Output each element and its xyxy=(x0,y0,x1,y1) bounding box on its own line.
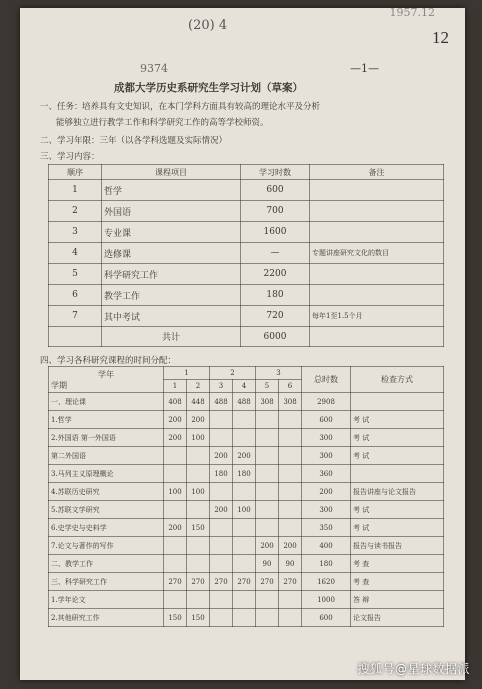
schedule-item: 第二外国语 xyxy=(49,447,164,465)
schedule-table xyxy=(48,366,444,627)
term-hours xyxy=(233,519,256,537)
study-years: 二、学习年限：三年（以各学科选题及实际情况） xyxy=(40,136,228,146)
course-item: 专业课 xyxy=(102,222,241,243)
term-2: 2 xyxy=(187,380,210,393)
course-hours: 700 xyxy=(241,201,310,222)
term-hours: 90 xyxy=(256,555,279,573)
course-hours: — xyxy=(241,243,310,264)
term-hours xyxy=(210,519,233,537)
table-row xyxy=(49,201,444,222)
year-3: 3 xyxy=(256,367,302,380)
col-header-hours: 学习时数 xyxy=(241,165,310,180)
course-note xyxy=(310,201,444,222)
term-hours xyxy=(210,555,233,573)
exam-method: 考 查 xyxy=(351,555,444,573)
term-hours: 200 xyxy=(164,429,187,447)
term-hours xyxy=(279,591,302,609)
goal-label: 一、任务： xyxy=(40,102,83,112)
schedule-row xyxy=(49,393,444,411)
term-4: 4 xyxy=(233,380,256,393)
course-note: 每年1至1.5个月 xyxy=(310,306,444,327)
row-number: 4 xyxy=(49,243,102,264)
term-hours: 200 xyxy=(187,411,210,429)
schedule-item: 2.外国语 第一外国语 xyxy=(49,429,164,447)
term-hours: 200 xyxy=(256,537,279,555)
schedule-total: 1620 xyxy=(302,573,351,591)
total-row xyxy=(49,327,444,347)
schedule-item: 2.其他研究工作 xyxy=(49,609,164,627)
course-note xyxy=(310,264,444,285)
term-hours xyxy=(279,609,302,627)
course-item: 教学工作 xyxy=(102,285,241,306)
schedule-total: 180 xyxy=(302,555,351,573)
term-hours xyxy=(233,591,256,609)
term-hours xyxy=(256,447,279,465)
term-hours xyxy=(256,465,279,483)
goal-line-2: 能够独立进行教学工作和科学研究工作的高等学校师资。 xyxy=(56,118,269,128)
schedule-total: 600 xyxy=(302,609,351,627)
term-hours xyxy=(256,483,279,501)
term-hours xyxy=(187,591,210,609)
term-hours xyxy=(210,429,233,447)
exam-method: 考 查 xyxy=(351,573,444,591)
term-hours xyxy=(210,483,233,501)
term-hours xyxy=(164,501,187,519)
term-hours xyxy=(256,519,279,537)
doc-title: 成都大学历史系研究生学习计划（草案） xyxy=(114,82,303,94)
exam-method: 论文报告 xyxy=(351,609,444,627)
schedule-total: 300 xyxy=(302,501,351,519)
term-hours: 308 xyxy=(279,393,302,411)
term-hours: 270 xyxy=(256,573,279,591)
term-hours xyxy=(279,519,302,537)
goal-line-1: 培养具有文史知识，在本门学科方面具有较高的理论水平及分析 xyxy=(82,102,321,112)
term-hours: 200 xyxy=(210,501,233,519)
schedule-row xyxy=(49,447,444,465)
term-hours xyxy=(187,465,210,483)
table-row xyxy=(49,285,444,306)
schedule-row xyxy=(49,501,444,519)
term-hours xyxy=(187,537,210,555)
blank-cell xyxy=(310,327,444,347)
term-hours: 270 xyxy=(187,573,210,591)
term-hours: 270 xyxy=(233,573,256,591)
term-hours xyxy=(233,483,256,501)
term-hours xyxy=(210,537,233,555)
exam-method: 考 试 xyxy=(351,447,444,465)
schedule-item: 3.马列主义原理概论 xyxy=(49,465,164,483)
course-item: 其中考试 xyxy=(102,306,241,327)
term-hours xyxy=(233,609,256,627)
course-hours: 2200 xyxy=(241,264,310,285)
exam-method: 报告与读书报告 xyxy=(351,537,444,555)
term-hours xyxy=(164,447,187,465)
row-number: 6 xyxy=(49,285,102,306)
term-hours: 200 xyxy=(164,411,187,429)
schedule-total: 400 xyxy=(302,537,351,555)
term-hours xyxy=(187,447,210,465)
schedule-row xyxy=(49,429,444,447)
row-number: 5 xyxy=(49,264,102,285)
table-row xyxy=(49,243,444,264)
watermark: 搜狐号@星球数据派 xyxy=(357,662,470,676)
term-5: 5 xyxy=(256,380,279,393)
term-hours xyxy=(233,429,256,447)
term-hours xyxy=(279,429,302,447)
term-hours xyxy=(187,501,210,519)
term-3: 3 xyxy=(210,380,233,393)
document-page xyxy=(20,8,465,680)
exam-method: 报告讲座与论文报告 xyxy=(351,483,444,501)
term-hours: 200 xyxy=(279,537,302,555)
archive-mark: (20) 4 xyxy=(188,18,228,33)
schedule-item: 6.史学史与史料学 xyxy=(49,519,164,537)
course-hours: 600 xyxy=(241,180,310,201)
course-note: 专题讲座研究文化的数目 xyxy=(310,243,444,264)
schedule-item: 三、科学研究工作 xyxy=(49,573,164,591)
term-hours xyxy=(233,555,256,573)
col-header-item: 课程项目 xyxy=(102,165,241,180)
exam-method: 考 试 xyxy=(351,519,444,537)
exam-method xyxy=(351,393,444,411)
term-hours: 488 xyxy=(210,393,233,411)
row-number: 1 xyxy=(49,180,102,201)
term-hours: 200 xyxy=(164,519,187,537)
schedule-item: 4.苏联历史研究 xyxy=(49,483,164,501)
term-hours: 180 xyxy=(233,465,256,483)
schedule-row xyxy=(49,555,444,573)
row-number: 7 xyxy=(49,306,102,327)
term-hours: 200 xyxy=(210,447,233,465)
term-hours xyxy=(210,609,233,627)
term-hours: 270 xyxy=(210,573,233,591)
schedule-item: 7.论文与著作的写作 xyxy=(49,537,164,555)
schedule-row xyxy=(49,591,444,609)
course-hours: 720 xyxy=(241,306,310,327)
year-1: 1 xyxy=(164,367,210,380)
course-item: 外国语 xyxy=(102,201,241,222)
exam-method: 考 试 xyxy=(351,429,444,447)
term-hours xyxy=(164,555,187,573)
schedule-row xyxy=(49,465,444,483)
term-hours xyxy=(256,429,279,447)
term-hours xyxy=(279,447,302,465)
term-hours: 100 xyxy=(187,483,210,501)
course-hours-table xyxy=(48,164,444,347)
schedule-row xyxy=(49,411,444,429)
term-6: 6 xyxy=(279,380,302,393)
schedule-total: 200 xyxy=(302,483,351,501)
term-hours: 180 xyxy=(210,465,233,483)
schedule-total: 360 xyxy=(302,465,351,483)
term-hours xyxy=(164,591,187,609)
term-hours xyxy=(233,537,256,555)
doc-code: 9374 xyxy=(140,62,168,75)
term-hours: 448 xyxy=(187,393,210,411)
exam-method xyxy=(351,465,444,483)
term-hours: 90 xyxy=(279,555,302,573)
schedule-total: 2908 xyxy=(302,393,351,411)
row-number: 2 xyxy=(49,201,102,222)
section-4-heading: 四、学习各科研究课程的时间分配： xyxy=(40,356,177,366)
term-hours xyxy=(279,501,302,519)
term-hours xyxy=(279,483,302,501)
term-hours: 100 xyxy=(164,483,187,501)
course-note xyxy=(310,285,444,306)
schedule-total: 600 xyxy=(302,411,351,429)
page-dash: —1— xyxy=(350,62,379,75)
schedule-item: 5.苏联文学研究 xyxy=(49,501,164,519)
term-1: 1 xyxy=(164,380,187,393)
term-hours: 150 xyxy=(164,609,187,627)
row-number: 3 xyxy=(49,222,102,243)
term-hours: 100 xyxy=(233,501,256,519)
schedule-total: 300 xyxy=(302,429,351,447)
study-content: 三、学习内容： xyxy=(40,152,100,162)
term-hours xyxy=(233,411,256,429)
term-hours xyxy=(164,465,187,483)
schedule-item: 一、理论课 xyxy=(49,393,164,411)
table-row xyxy=(49,264,444,285)
col-header-no: 顺序 xyxy=(49,165,102,180)
term-hours: 308 xyxy=(256,393,279,411)
col-header-note: 备注 xyxy=(310,165,444,180)
schedule-row xyxy=(49,483,444,501)
schedule-row xyxy=(49,537,444,555)
header-year: 学年 xyxy=(98,369,114,379)
header-total: 总时数 xyxy=(302,367,351,393)
term-hours: 150 xyxy=(187,519,210,537)
exam-method: 考 试 xyxy=(351,411,444,429)
table-row xyxy=(49,180,444,201)
table-row xyxy=(49,222,444,243)
term-hours: 200 xyxy=(233,447,256,465)
schedule-total: 300 xyxy=(302,447,351,465)
schedule-row xyxy=(49,573,444,591)
term-hours xyxy=(164,537,187,555)
schedule-item: 二、教学工作 xyxy=(49,555,164,573)
schedule-total: 1000 xyxy=(302,591,351,609)
table-row xyxy=(49,306,444,327)
course-note xyxy=(310,222,444,243)
header-exam: 检查方式 xyxy=(351,367,444,393)
exam-method: 答 辩 xyxy=(351,591,444,609)
course-item: 科学研究工作 xyxy=(102,264,241,285)
course-hours: 180 xyxy=(241,285,310,306)
term-hours xyxy=(279,465,302,483)
term-hours xyxy=(256,591,279,609)
schedule-row xyxy=(49,609,444,627)
term-hours xyxy=(210,411,233,429)
total-hours: 6000 xyxy=(241,327,310,347)
schedule-row xyxy=(49,519,444,537)
course-hours: 1600 xyxy=(241,222,310,243)
corner-mark: 1957.12 xyxy=(389,8,435,19)
page-number: 12 xyxy=(432,28,449,47)
course-item: 哲学 xyxy=(102,180,241,201)
total-label: 共计 xyxy=(102,327,241,347)
term-hours xyxy=(279,411,302,429)
schedule-total: 350 xyxy=(302,519,351,537)
term-hours: 270 xyxy=(279,573,302,591)
course-note xyxy=(310,180,444,201)
term-hours xyxy=(256,609,279,627)
schedule-item: 1.学年论文 xyxy=(49,591,164,609)
term-hours: 488 xyxy=(233,393,256,411)
term-hours xyxy=(210,591,233,609)
term-hours xyxy=(187,555,210,573)
term-hours: 150 xyxy=(187,609,210,627)
header-year-term xyxy=(49,367,164,393)
header-term: 学期 xyxy=(51,380,67,390)
exam-method: 考 试 xyxy=(351,501,444,519)
course-item: 选修课 xyxy=(102,243,241,264)
year-2: 2 xyxy=(210,367,256,380)
schedule-item: 1.哲学 xyxy=(49,411,164,429)
term-hours xyxy=(256,411,279,429)
term-hours: 100 xyxy=(187,429,210,447)
term-hours: 270 xyxy=(164,573,187,591)
term-hours: 408 xyxy=(164,393,187,411)
blank-cell xyxy=(49,327,102,347)
term-hours xyxy=(256,501,279,519)
